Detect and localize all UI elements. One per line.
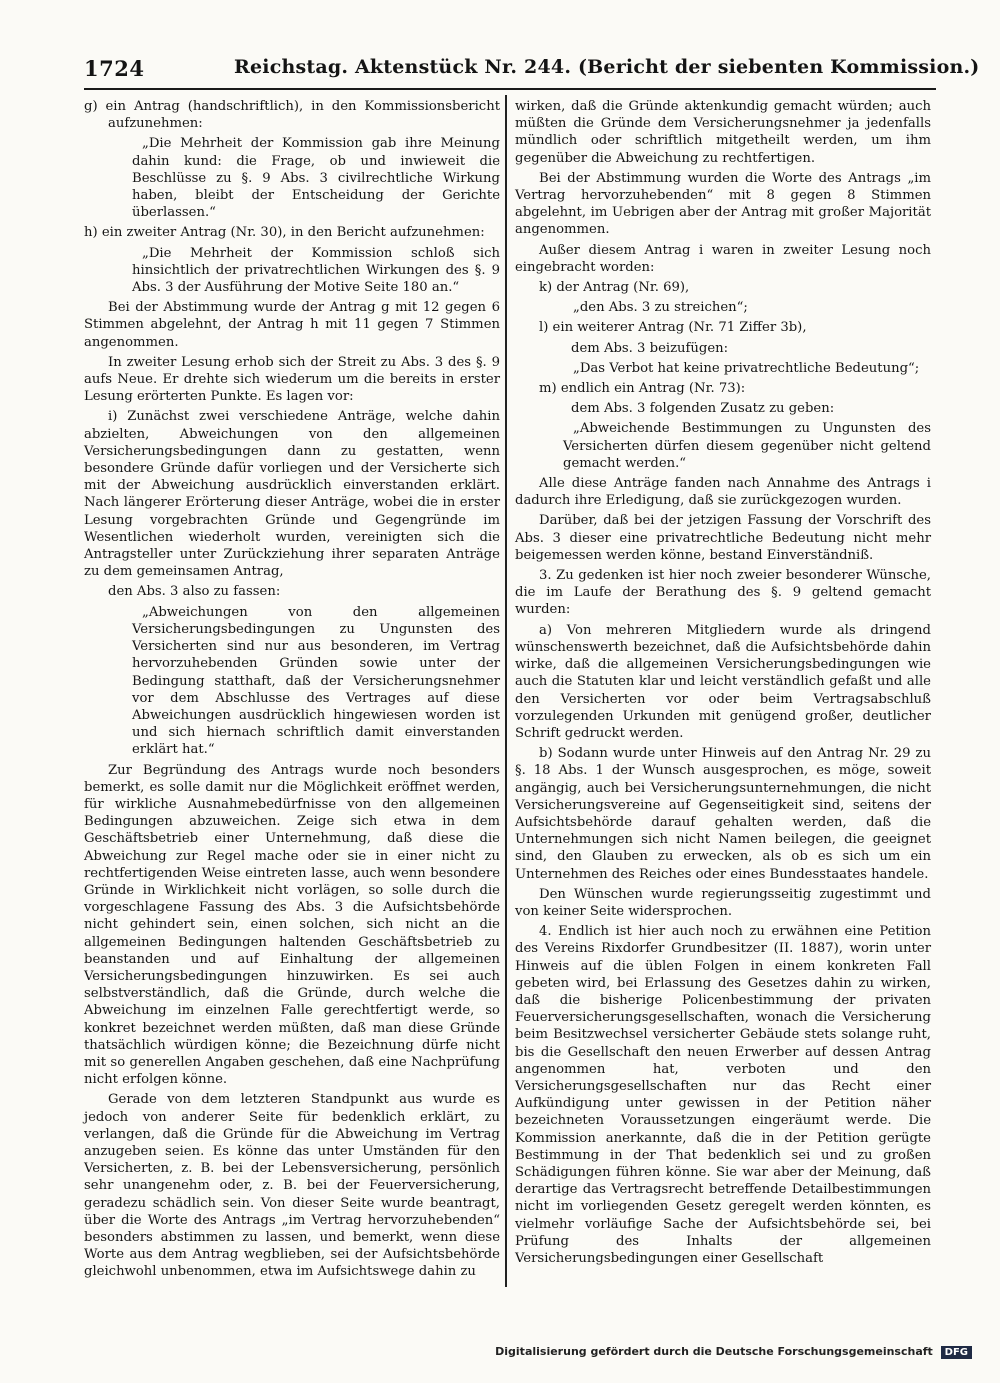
paragraph: Bei der Abstimmung wurde der Antrag g mit 12 gegen 6 Stimmen abgelehnt, der Antrag h mit 11 gegen 7 Stimmen angenommen. xyxy=(84,300,500,350)
paragraph: Bei der Abstimmung wurden die Worte des Antrags „im Vertrag hervorzuhebenden“ mit 8 gegen 8 Stimmen abgelehnt, im Uebrigen aber der Antrag mit großer Majorität angenommen. xyxy=(515,170,931,238)
paragraph: Außer diesem Antrag i waren in zweiter Lesung noch eingebracht worden: xyxy=(515,242,931,275)
paragraph: Gerade von dem letzteren Standpunkt aus wurde es jedoch von anderer Seite für bedenklich erklärt, zu verlangen, daß die Gründe für die Abweichung im Vertrag anzugeben seien. Es könne das unter Umständen für den Versicherten, z. B. bei der Lebensversicherung, persönlich sehr unangenehm oder, z. B. bei der Feuerversicherung, geradezu schädlich sein. Von dieser Seite wurde beantragt, über die Worte des Antrags „im Vertrag hervorzuhebenden“ besonders abstimmen zu lassen, und bemerkt, wenn diese Worte aus dem Antrag wegblieben, sei der Aufsichtsbehörde gleichwohl unbenommen, etwa im Aufsichtswege dahin zu xyxy=(84,1092,500,1280)
paragraph: h) ein zweiter Antrag (Nr. 30), in den Bericht aufzunehmen: xyxy=(84,225,485,241)
paragraph: i) Zunächst zwei verschiedene Anträge, welche dahin abzielten, Abweichungen von den allgemeinen Versicherungsbedingungen dann zu gestatten, wenn besondere Gründe dafür vorliegen und der Versicherte sich mit der Abweichung ausdrücklich einverstanden erklärt. Nach längerer Erörterung dieser Anträge, wobei die in erster Lesung vorgebrachten Gründe und Gegengründe im Wesentlichen wiederholt wurden, vereinigten sich die Antragsteller unter Zurückziehung ihrer separaten Anträge zu dem gemeinsamen Antrag, xyxy=(84,409,500,580)
footer-text: Digitalisierung gefördert durch die Deutsche Forschungsgemeinschaft xyxy=(495,1345,933,1358)
paragraph: 3. Zu gedenken ist hier noch zweier besonderer Wünsche, die im Laufe der Berathung des §. 9 geltend gemacht wurden: xyxy=(515,568,931,618)
paragraph: dem Abs. 3 beizufügen: xyxy=(571,340,729,356)
paragraph: „den Abs. 3 zu streichen“; xyxy=(573,300,748,316)
paragraph: wirken, daß die Gründe aktenkundig gemacht würden; auch müßten die Gründe dem Versicherungsnehmer ja jedenfalls mündlich oder schriftlich mitgetheilt werden, um ihm gegenüber die Abweichung zu rechtfertigen. xyxy=(515,99,931,166)
paragraph: dem Abs. 3 folgenden Zusatz zu geben: xyxy=(571,401,835,417)
paragraph: a) Von mehreren Mitgliedern wurde als dringend wünschenswerth bezeichnet, daß die Aufsichtsbehörde dahin wirke, daß die allgemeinen Versicherungsbedingungen wie auch die Statuten klar und leicht verständlich gefaßt und alle den Versicherten vor oder beim Vertragsabschluß vorzulegenden Urkunden mit genügend großer, deutlicher Schrift gedruckt werden. xyxy=(515,622,931,741)
paragraph: „Abweichungen von den allgemeinen Versicherungsbedingungen zu Ungunsten des Versicherten sind nur aus besonderen, im Vertrag hervorzuhebenden Gründen sowie unter der Bedingung statthaft, daß der Versicherungsnehmer vor dem Abschlusse des Vertrages auf diese Abweichungen ausdrücklich hingewiesen worden ist und sich hiernach schriftlich damit einverstanden erklärt hat.“ xyxy=(132,604,500,758)
running-title: Reichstag. Aktenstück Nr. 244. (Bericht der siebenten Kommission.) xyxy=(234,56,980,78)
dfg-logo: DFG xyxy=(941,1346,972,1359)
paragraph: „Das Verbot hat keine privatrechtliche Bedeutung“; xyxy=(573,360,920,376)
paragraph: Zur Begründung des Antrags wurde noch besonders bemerkt, es solle damit nur die Möglichkeit eröffnet werden, für wirkliche Ausnahmebedürfnisse von den allgemeinen Bedingungen abzuweichen. Zeige sich etwa in dem Geschäftsbetrieb einer Unternehmung, daß diese die Abweichung zur Regel mache oder sie in einer nicht zu rechtfertigenden Weise eintreten lasse, auch wenn besondere Gründe in Wirklichkeit nicht vorlägen, so solle durch die vorgeschlagene Fassung des Abs. 3 die Aufsichtsbehörde nicht gehindert sein, einen solchen, sich nicht an die allgemeinen Bedingungen haltenden Geschäftsbetrieb zu beanstanden und auf Einhaltung der allgemeinen Versicherungsbedingungen hinzuwirken. Es sei auch selbstverständlich, daß die Gründe, durch welche die Abweichung im einzelnen Falle gerechtfertigt werde, so konkret bezeichnet werden müßten, daß man diese Gründe thatsächlich würdigen könne; die Bezeichnung dürfe nicht mit so generellen Angaben geschehen, daß eine Nachprüfung nicht erfolgen könne. xyxy=(84,762,500,1088)
paragraph: k) der Antrag (Nr. 69), xyxy=(539,280,690,296)
paragraph: In zweiter Lesung erhob sich der Streit zu Abs. 3 des §. 9 aufs Neue. Er drehte sich wiederum um die bereits in erster Lesung erörterten Punkte. Es lagen vor: xyxy=(84,354,500,405)
paragraph: g) ein Antrag (handschriftlich), in den Kommissionsbericht aufzunehmen: xyxy=(84,99,500,132)
column-divider xyxy=(505,95,507,1287)
paragraph: „Die Mehrheit der Kommission gab ihre Meinung dahin kund: die Frage, ob und inwieweit die Beschlüsse zu §. 9 Abs. 3 civilrechtliche Wirkung haben, bleibt der Entscheidung der Gerichte überlassen.“ xyxy=(132,136,500,221)
paragraph: m) endlich ein Antrag (Nr. 73): xyxy=(539,381,746,397)
paragraph: Darüber, daß bei der jetzigen Fassung der Vorschrift des Abs. 3 dieser eine privatrechtliche Bedeutung nicht mehr beigemessen werden könne, bestand Einverständniß. xyxy=(515,513,931,563)
paragraph: den Abs. 3 also zu fassen: xyxy=(108,584,281,600)
paragraph: l) ein weiterer Antrag (Nr. 71 Ziffer 3b), xyxy=(539,320,807,336)
paragraph: b) Sodann wurde unter Hinweis auf den Antrag Nr. 29 zu §. 18 Abs. 1 der Wunsch ausgesprochen, es möge, soweit angängig, auch bei Versicherungsunternehmungen, die nicht Versicherungsvereine auf Gegenseitigkeit sind, seitens der Aufsichtsbehörde darauf gehalten werden, daß die Unternehmungen sich nicht Namen beilegen, die geeignet sind, den Glauben zu erwecken, als ob es sich um ein Unternehmen des Reiches oder eines Bundesstaates handele. xyxy=(515,746,931,882)
footer-credit xyxy=(495,1345,972,1359)
header-rule xyxy=(84,88,936,90)
left-column xyxy=(84,98,500,1284)
right-column xyxy=(515,98,931,1270)
paragraph: Alle diese Anträge fanden nach Annahme des Antrags i dadurch ihre Erledigung, daß sie zurückgezogen wurden. xyxy=(515,476,931,509)
paragraph: „Abweichende Bestimmungen zu Ungunsten des Versicherten dürfen diesem gegenüber nicht geltend gemacht werden.“ xyxy=(563,421,931,471)
paragraph: Den Wünschen wurde regierungsseitig zugestimmt und von keiner Seite widersprochen. xyxy=(515,886,931,919)
paragraph: 4. Endlich ist hier auch noch zu erwähnen eine Petition des Vereins Rixdorfer Grundbesitzer (II. 1887), worin unter Hinweis auf die üblen Folgen in einem konkreten Fall gebeten wird, bei Erlassung des Gesetzes dahin zu wirken, daß die bisherige Policenbestimmung der privaten Feuerversicherungsgesellschaften, wonach die Versicherung beim Besitzwechsel versicherter Gebäude stets solange ruht, bis die Gesellschaft den neuen Erwerber auf dessen Antrag angenommen hat, verboten und den Versicherungsgesellschaften nur das Recht einer Aufkündigung unter gewissen in der Petition näher bezeichneten Voraussetzungen eingeräumt werde. Die Kommission anerkannte, daß die in der Petition gerügte Bestimmung in der That bedenklich sei und zu großen Schädigungen führen könne. Sie war aber der Meinung, daß derartige das Vertragsrecht betreffende Detailbestimmungen nicht im vorliegenden Gesetz geregelt werden könnten, es vielmehr vorläufige Sache der Aufsichtsbehörde sei, bei Prüfung des Inhalts der allgemeinen Versicherungsbedingungen einer Gesellschaft xyxy=(515,924,931,1266)
page-header xyxy=(84,50,980,90)
paragraph: „Die Mehrheit der Kommission schloß sich hinsichtlich der privatrechtlichen Wirkungen des §. 9 Abs. 3 der Ausführung der Motive Seite 180 an.“ xyxy=(132,245,500,296)
page-number: 1724 xyxy=(84,56,145,81)
